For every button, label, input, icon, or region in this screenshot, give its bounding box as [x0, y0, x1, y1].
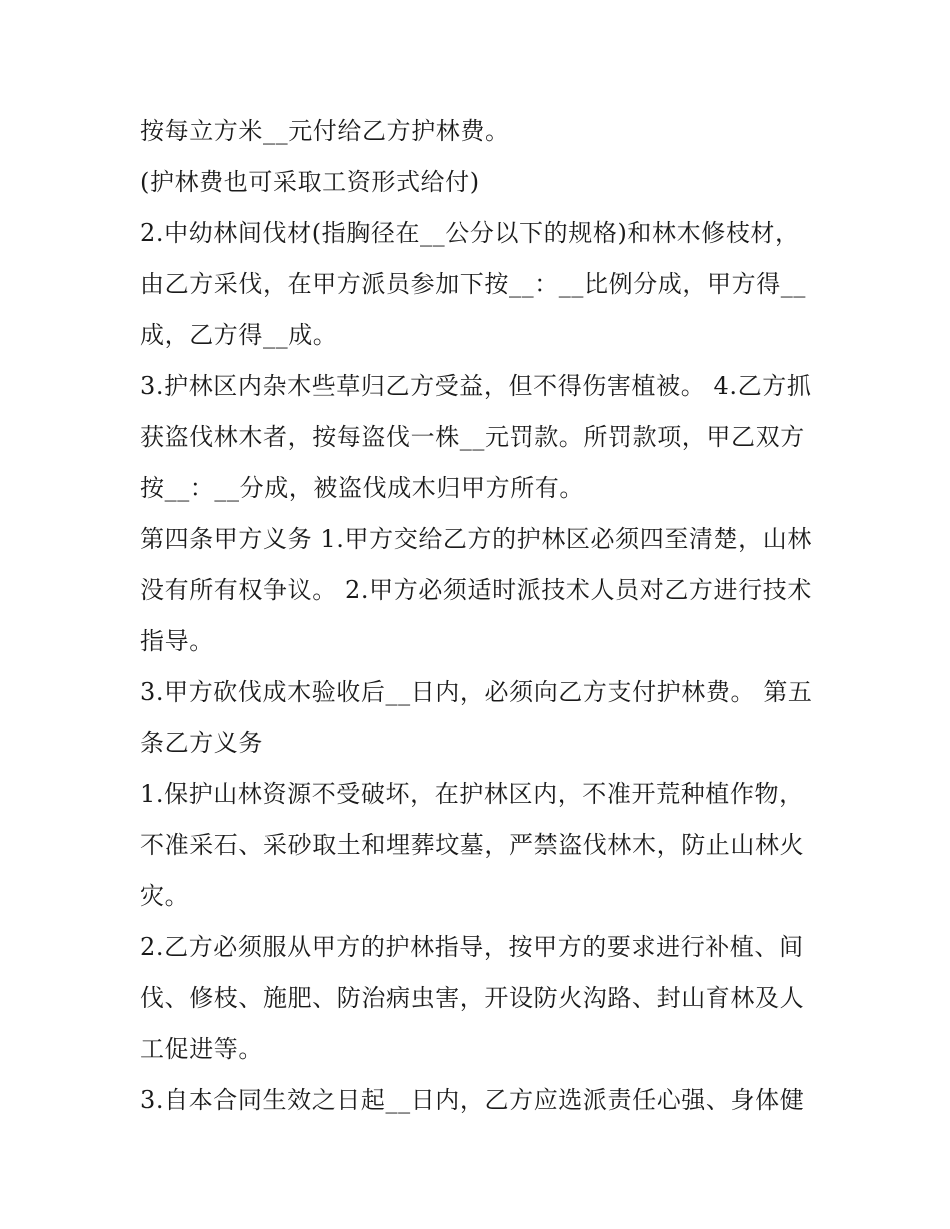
text-line: 1.保护山林资源不受破坏，在护林区内，不准开荒种植作物，	[140, 780, 804, 808]
text-line: (护林费也可采取工资形式给付)	[140, 168, 480, 196]
text-line: 按每立方米__元付给乙方护林费。	[140, 117, 510, 145]
text-line: 3.护林区内杂木些草归乙方受益，但不得伤害植被。 4.乙方抓	[140, 372, 812, 400]
text-line: 成，乙方得__成。	[140, 321, 338, 349]
text-line: 条乙方义务	[140, 729, 263, 757]
text-line: 2.乙方必须服从甲方的护林指导，按甲方的要求进行补植、间	[140, 933, 804, 961]
text-line: 伐、修枝、施肥、防治病虫害，开设防火沟路、封山育林及人	[140, 984, 805, 1012]
text-line: 2.中幼林间伐材(指胸径在__公分以下的规格)和林木修枝材，	[140, 219, 800, 247]
text-line: 工促进等。	[140, 1035, 263, 1063]
text-line: 不准采石、采砂取土和埋葬坟墓，严禁盗伐林木，防止山林火	[140, 831, 805, 859]
text-line: 按__：__分成，被盗伐成木归甲方所有。	[140, 474, 584, 502]
text-line: 没有所有权争议。 2.甲方必须适时派技术人员对乙方进行技术	[140, 576, 812, 604]
text-line: 指导。	[140, 627, 214, 655]
text-line: 3.自本合同生效之日起__日内，乙方应选派责任心强、身体健	[140, 1086, 805, 1114]
text-line: 由乙方采伐，在甲方派员参加下按__：__比例分成，甲方得__	[140, 270, 806, 298]
text-line: 获盗伐林木者，按每盗伐一株__元罚款。所罚款项，甲乙双方	[140, 423, 805, 451]
text-line: 灾。	[140, 882, 190, 910]
text-line: 3.甲方砍伐成木验收后__日内，必须向乙方支付护林费。 第五	[140, 678, 813, 706]
document-body	[140, 106, 820, 1126]
text-line: 第四条甲方义务 1.甲方交给乙方的护林区必须四至清楚，山林	[140, 525, 812, 553]
